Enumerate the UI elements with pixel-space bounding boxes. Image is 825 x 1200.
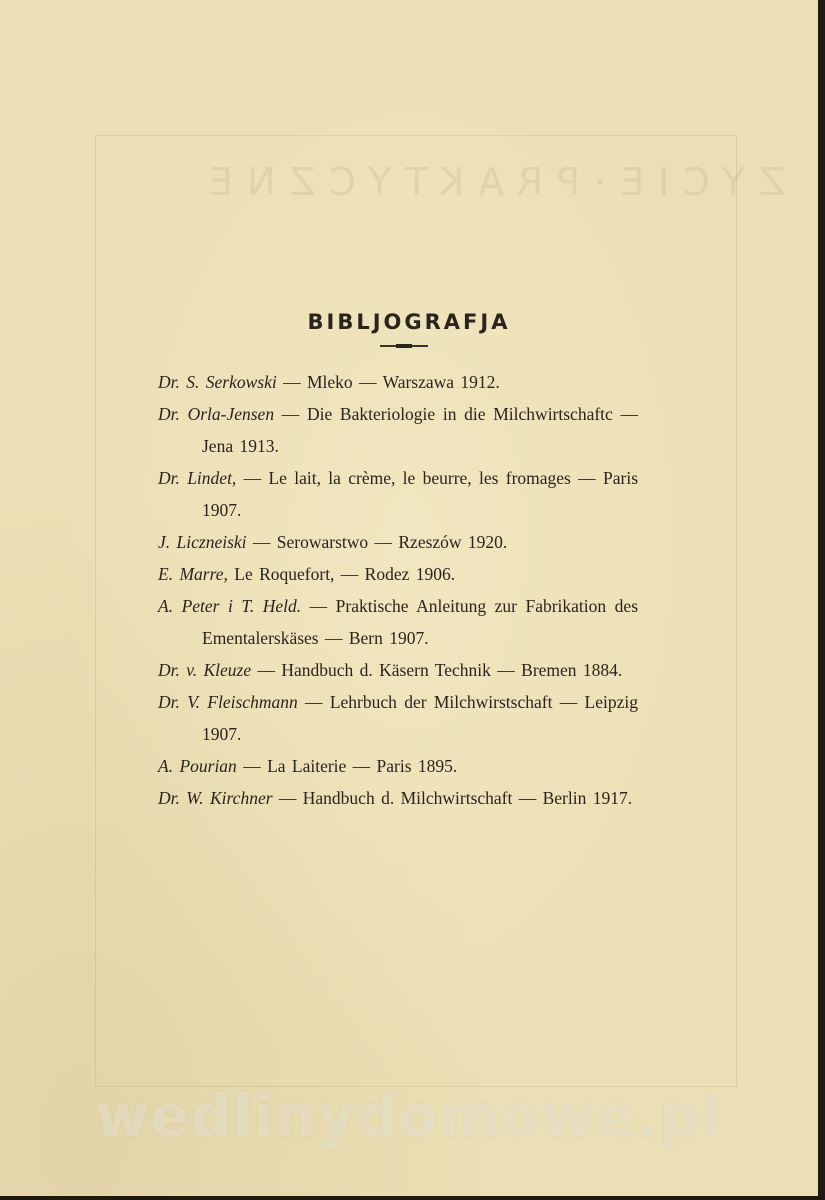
page-title: BIBLJOGRAFJA (307, 310, 511, 335)
bibliography-entry: A. Peter i T. Held. — Praktische Anleitung zur Fabrikation des Ementalerskäses — Bern 1907. (158, 596, 639, 648)
entry-text: Le lait, la crème, le beurre, les fromages — Paris 1907. (202, 468, 639, 520)
bibliography-entry: Dr. S. Serkowski — Mleko — Warszawa 1912. (158, 372, 500, 392)
entry-author: A. Peter i T. Held. (158, 596, 302, 616)
bibliography-list (158, 366, 638, 814)
entry-author: A. Pourian (158, 756, 237, 776)
bibliography-entry (158, 558, 638, 590)
entry-author: Dr. W. Kirchner (158, 788, 273, 808)
watermark: wedlinydomowe.pl (95, 1082, 723, 1150)
entry-text: Handbuch d. Käsern Technik — Bremen 1884. (281, 660, 623, 680)
entry-author: Dr. V. Fleischmann (158, 692, 298, 712)
bibliography-entry: A. Pourian — La Laiterie — Paris 1895. (158, 756, 458, 776)
entry-text: Handbuch d. Milchwirtschaft — Berlin 1917. (302, 788, 633, 808)
entry-author: Dr. S. Serkowski (158, 372, 277, 392)
entry-text: Le Roquefort, — Rodez 1906. (234, 564, 456, 584)
entry-text: Praktische Anleitung zur Fabrikation des Ementalerskäses — Bern 1907. (202, 596, 639, 648)
bibliography-entry: J. Liczneiski — Serowarstwo — Rzeszów 1920. (158, 532, 508, 552)
bibliography-entry: Dr. V. Fleischmann — Lehrbuch der Milchwirstschaft — Leipzig 1907. (158, 692, 639, 744)
entry-author: Dr. Lindet, (158, 468, 237, 488)
bibliography-entry: Dr. Orla-Jensen — Die Bakteriologie in die Milchwirtschaftc — Jena 1913. (158, 404, 638, 456)
entry-text: La Laiterie — Paris 1895. (267, 756, 458, 776)
entry-author: E. Marre, (158, 564, 228, 584)
bibliography-entry: Dr. W. Kirchner — Handbuch d. Milchwirtschaft — Berlin 1917. (158, 788, 633, 808)
title-ornament (380, 345, 428, 347)
bleed-through-text: ZYCIE·PRAKTYCZNE (195, 160, 786, 204)
entry-author: Dr. v. Kleuze (158, 660, 252, 680)
entry-text: Mleko — Warszawa 1912. (306, 372, 500, 392)
bibliography-entry: Dr. Lindet, — Le lait, la crème, le beurre, les fromages — Paris 1907. (158, 468, 639, 520)
entry-text: Lehrbuch der Milchwirstschaft — Leipzig 1907. (202, 692, 639, 744)
bibliography-entry: Dr. v. Kleuze — Handbuch d. Käsern Technik — Bremen 1884. (158, 660, 623, 680)
entry-text: Serowarstwo — Rzeszów 1920. (276, 532, 508, 552)
entry-author: J. Liczneiski (158, 532, 247, 552)
entry-text: Die Bakteriologie in die Milchwirtschaftc — Jena 1913. (202, 404, 638, 456)
entry-author: Dr. Orla-Jensen (158, 404, 275, 424)
